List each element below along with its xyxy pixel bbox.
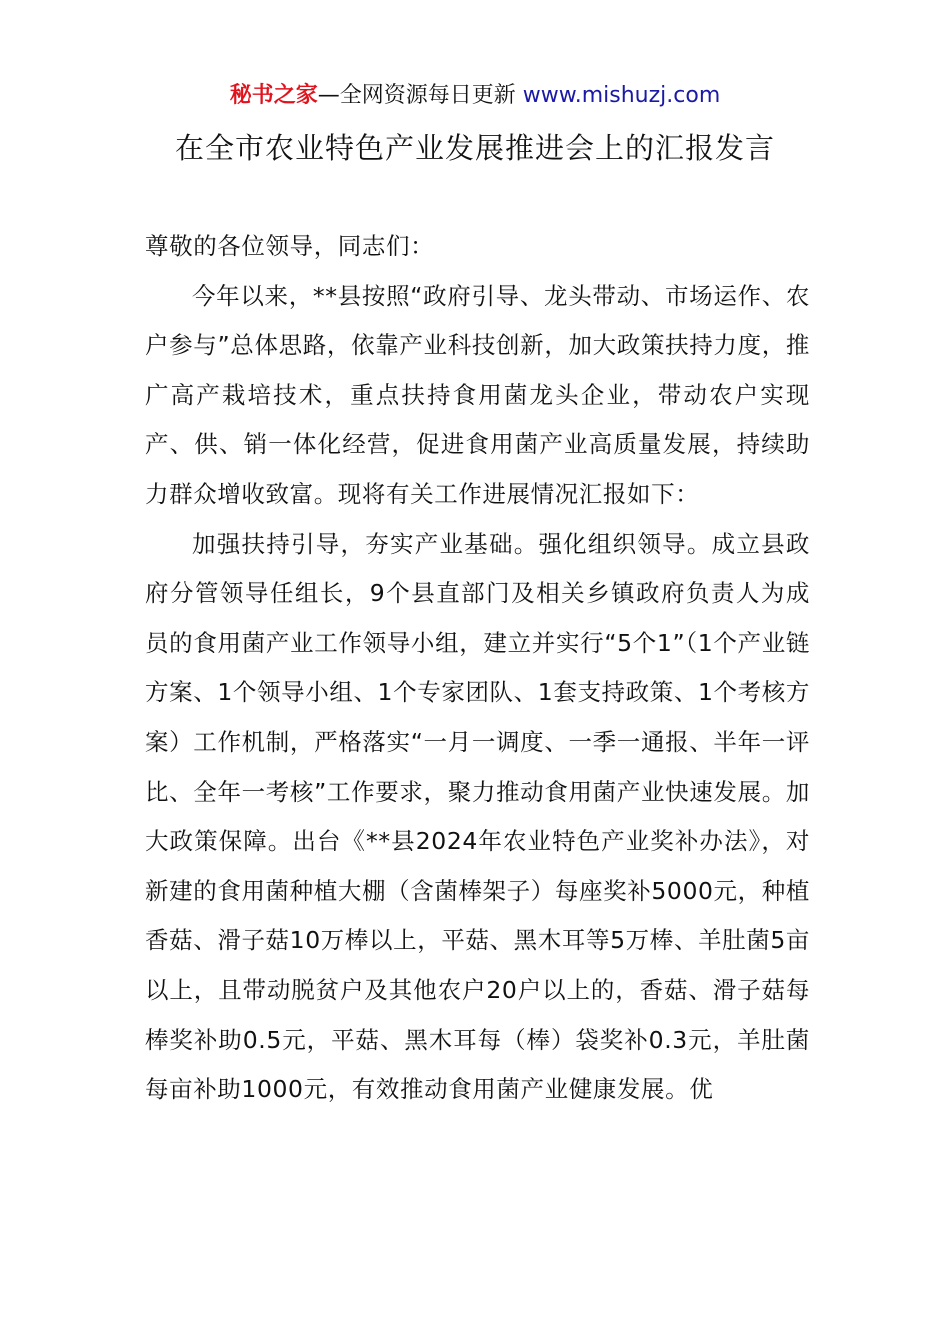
paragraph-support-guidance: 加强扶持引导，夯实产业基础。强化组织领导。成立县政府分管领导任组长，9个县直部门及相关乡镇政府负责人为成员的食用菌产业工作领导小组，建立并实行“5个1”（1个产业链方案、1个领导小组、1个专家团队、1套支持政策、1个考核方案）工作机制，严格落实“一月一调度、一季一通报、半年一评比、全年一考核”工作要求，聚力推动食用菌产业快速发展。加大政策保障。出台《**县2024年农业特色产业奖补办法》，对新建的食用菌种植大棚（含菌棒架子）每座奖补5000元，种植香菇、滑子菇10万棒以上，平菇、黑木耳等5万棒、羊肚菌5亩以上，且带动脱贫户及其他农户20户以上的，香菇、滑子菇每棒奖补助0.5元，平菇、黑木耳每（棒）袋奖补0.3元，羊肚菌每亩补助1000元，有效推动食用菌产业健康发展。优 — [145, 529, 810, 1104]
document-title: 在全市农业特色产业发展推进会上的汇报发言 — [174, 131, 775, 165]
salutation: 尊敬的各位领导，同志们： — [145, 232, 435, 260]
site-tagline: —全网资源每日更新 — [317, 83, 523, 108]
document-body — [145, 222, 810, 1115]
site-name: 秘书之家 — [229, 83, 318, 108]
paragraph-intro: 今年以来，**县按照“政府引导、龙头带动、市场运作、农户参与”总体思路，依靠产业科技创新，加大政策扶持力度，推广高产栽培技术，重点扶持食用菌龙头企业，带动农户实现产、供、销一体化经营，促进食用菌产业高质量发展，持续助力群众增收致富。现将有关工作进展情况汇报如下： — [145, 281, 810, 508]
site-header — [0, 82, 950, 110]
site-url-link[interactable]: www.mishuzj.com — [522, 83, 721, 108]
